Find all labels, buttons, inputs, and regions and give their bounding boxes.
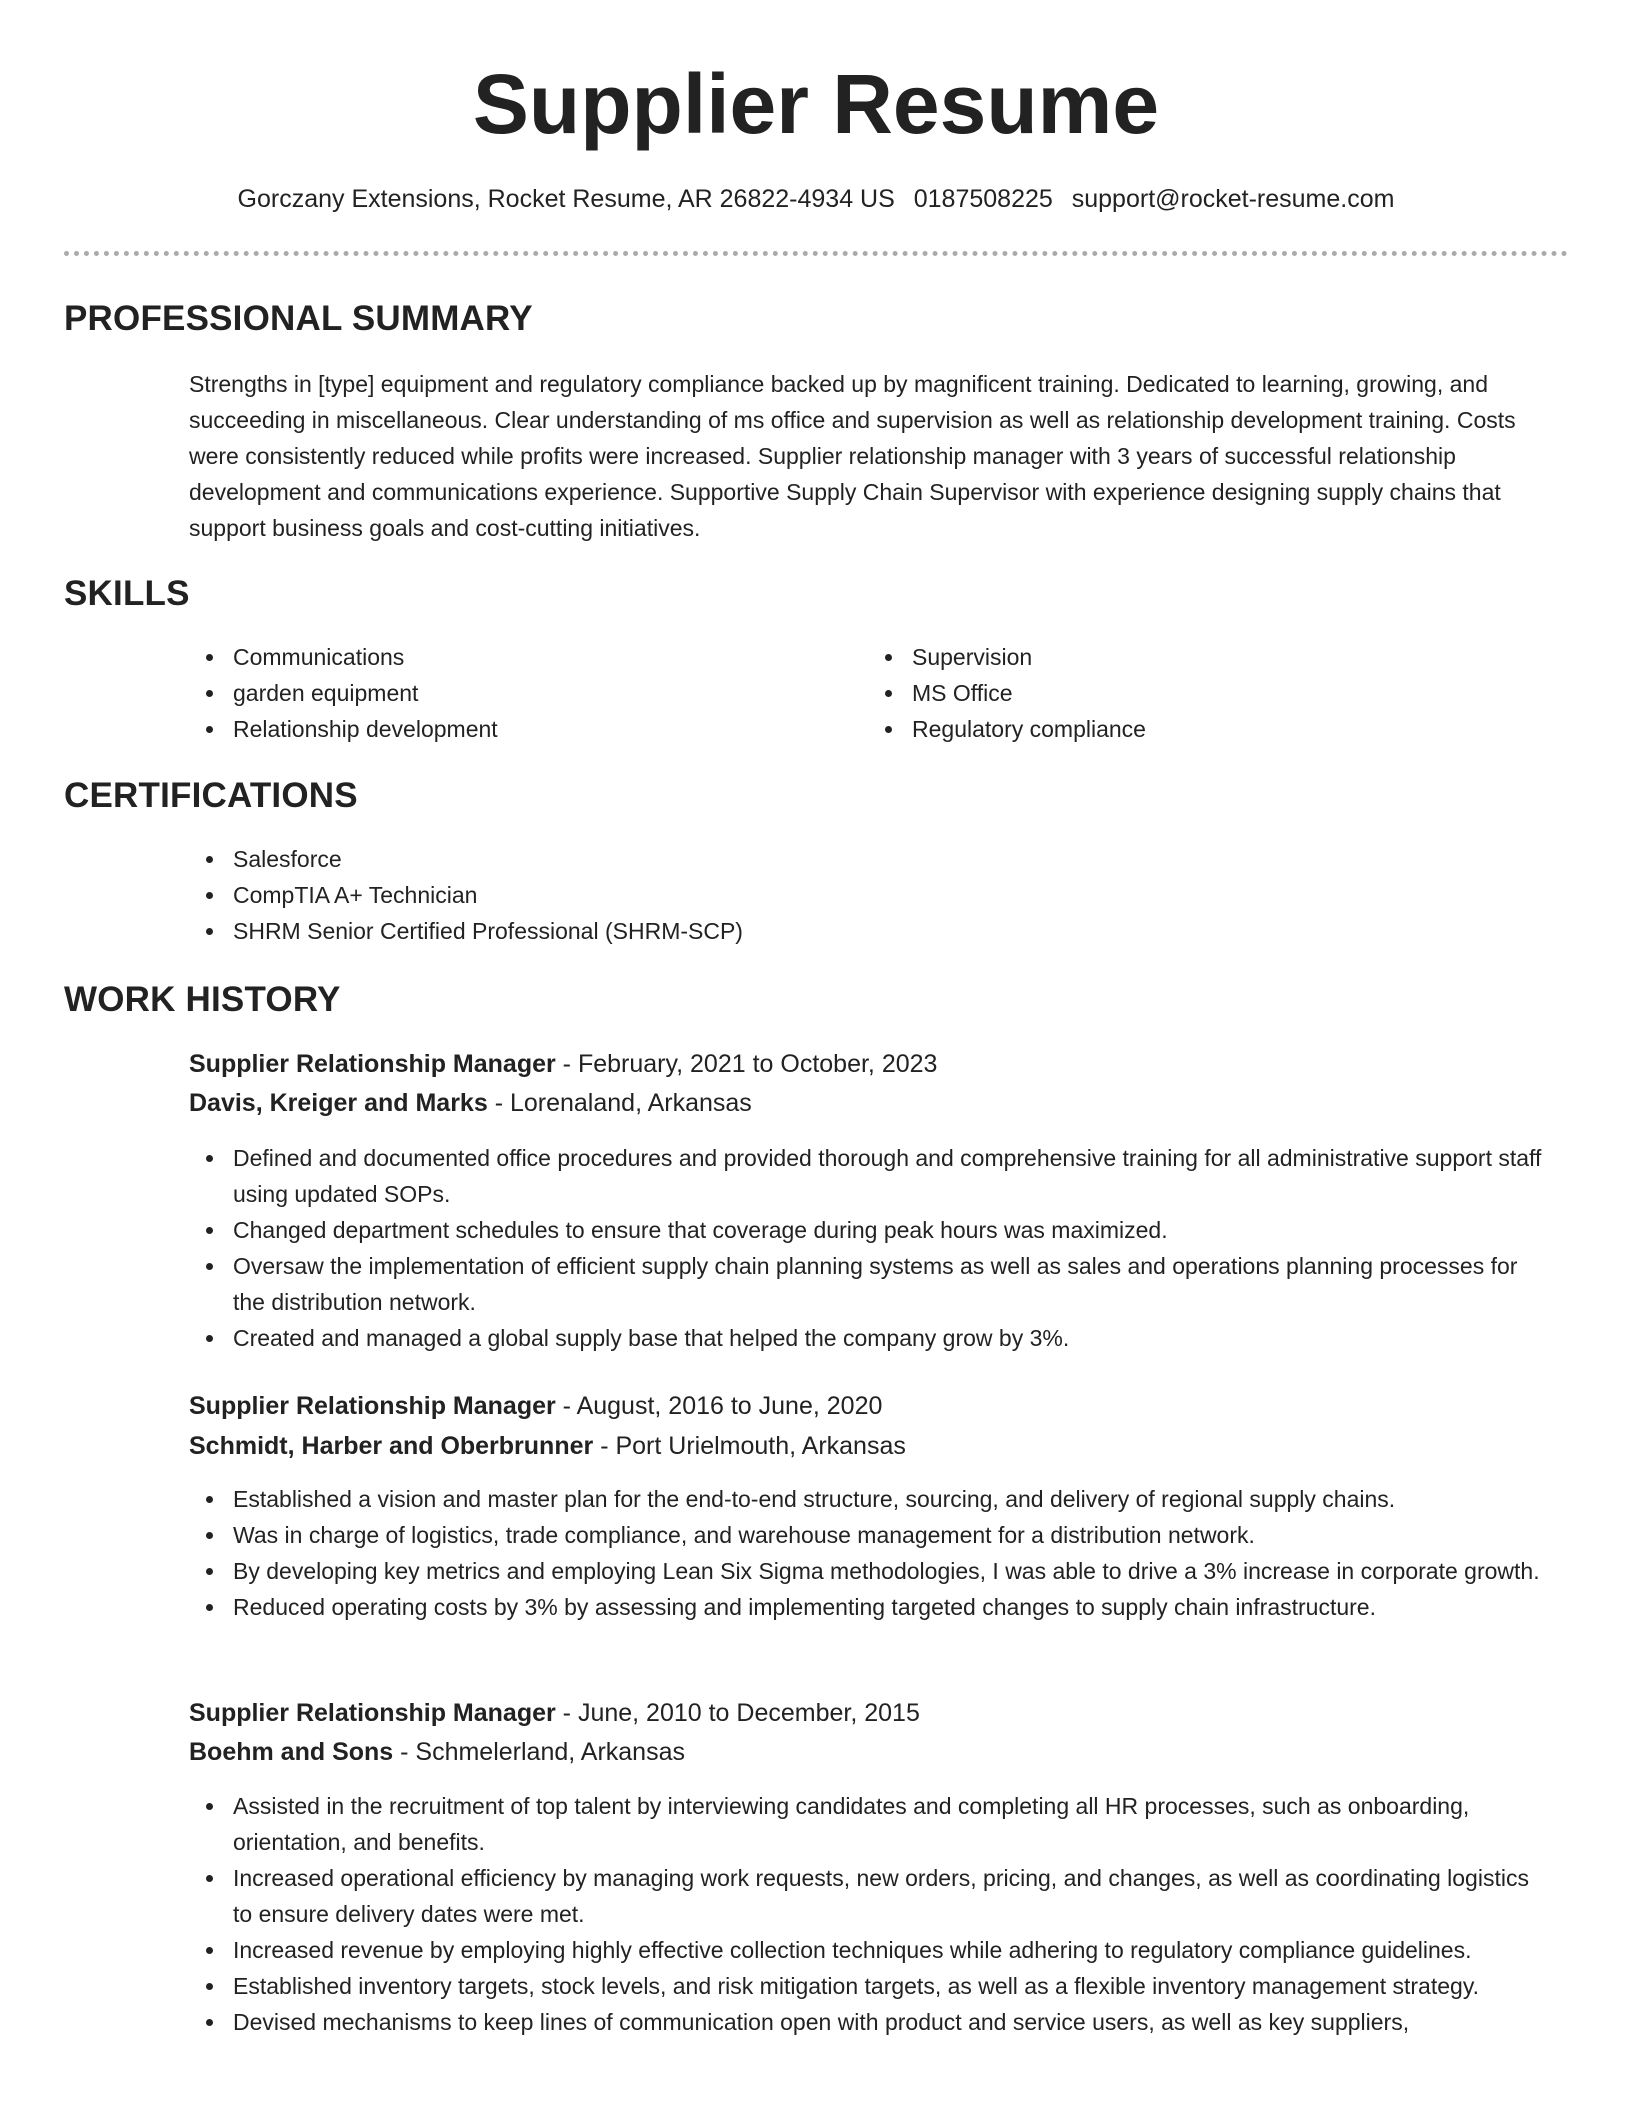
job-duty: Defined and documented office procedures and provided thorough and comprehensive training for all administrative support staff using updated SOPs. <box>189 1140 1553 1212</box>
contact-email: support@rocket-resume.com <box>1071 185 1395 213</box>
job-title-line <box>189 1694 920 1732</box>
skill-item: Supervision <box>868 639 1508 675</box>
job-company-line <box>189 1084 752 1122</box>
job-duty: Established a vision and master plan for the end-to-end structure, sourcing, and delivery of regional supply chains. <box>189 1481 1553 1517</box>
job-duties-list <box>189 1788 1553 2040</box>
job-role: Supplier Relationship Manager <box>189 1699 556 1727</box>
job-duty: Reduced operating costs by 3% by assessing and implementing targeted changes to supply chain infrastructure. <box>189 1589 1553 1625</box>
contact-phone: 0187508225 <box>913 185 1053 213</box>
job-location: - Lorenaland, Arkansas <box>487 1089 752 1117</box>
job-duty: Assisted in the recruitment of top talent by interviewing candidates and completing all HR processes, such as onboarding, orientation, and benefits. <box>189 1788 1553 1860</box>
certifications-list <box>189 841 1553 949</box>
contact-address: Gorczany Extensions, Rocket Resume, AR 26822-4934 US <box>237 185 895 213</box>
skill-item: MS Office <box>868 675 1508 711</box>
job-company-line <box>189 1733 685 1771</box>
job-duty: Increased revenue by employing highly effective collection techniques while adhering to regulatory compliance guidelines. <box>189 1932 1553 1968</box>
job-duty: Established inventory targets, stock levels, and risk mitigation targets, as well as a flexible inventory management strategy. <box>189 1968 1553 2004</box>
certification-item: Salesforce <box>189 841 1553 877</box>
skills-list-right <box>868 639 1508 747</box>
job-duty: Devised mechanisms to keep lines of communication open with product and service users, as well as key suppliers, <box>189 2004 1553 2040</box>
skill-item: Regulatory compliance <box>868 711 1508 747</box>
job-duty: Increased operational efficiency by managing work requests, new orders, pricing, and changes, as well as coordinating logistics to ensure delivery dates were met. <box>189 1860 1553 1932</box>
contact-line <box>0 181 1632 217</box>
job-dates: - June, 2010 to December, 2015 <box>555 1699 920 1727</box>
job-company: Davis, Kreiger and Marks <box>189 1089 488 1117</box>
job-duties-list <box>189 1140 1553 1356</box>
header-divider <box>64 251 1568 256</box>
job-location: - Schmelerland, Arkansas <box>393 1738 685 1766</box>
job-title-line <box>189 1387 882 1425</box>
skill-item: Relationship development <box>189 711 829 747</box>
job-role: Supplier Relationship Manager <box>189 1392 556 1420</box>
resume-title: Supplier Resume <box>472 57 1160 151</box>
job-role: Supplier Relationship Manager <box>189 1050 556 1078</box>
job-duties-list <box>189 1481 1553 1625</box>
skills-list-left <box>189 639 829 747</box>
skills-heading: SKILLS <box>64 574 190 613</box>
skill-item: Communications <box>189 639 829 675</box>
summary-text: Strengths in [type] equipment and regulatory compliance backed up by magnificent training. Dedicated to learning, growing, and succeeding in miscellaneous. Clear understanding of ms office and supervision as well as relationship development training. Costs were consistently reduced while profits were increased. Supplier relationship manager with 3 years of successful relationship development and communications experience. Supportive Supply Chain Supervisor with experience designing supply chains that support business goals and cost-cutting initiatives. <box>189 371 1516 541</box>
job-duty: Was in charge of logistics, trade compliance, and warehouse management for a distribution network. <box>189 1517 1553 1553</box>
skill-item: garden equipment <box>189 675 829 711</box>
job-duty: Changed department schedules to ensure that coverage during peak hours was maximized. <box>189 1212 1553 1248</box>
work-history-heading: WORK HISTORY <box>64 980 341 1019</box>
job-location: - Port Urielmouth, Arkansas <box>593 1432 906 1460</box>
certification-item: SHRM Senior Certified Professional (SHRM-SCP) <box>189 913 1553 949</box>
job-duty: Created and managed a global supply base that helped the company grow by 3%. <box>189 1320 1553 1356</box>
certification-item: CompTIA A+ Technician <box>189 877 1553 913</box>
job-title-line <box>189 1045 937 1083</box>
job-duty: By developing key metrics and employing Lean Six Sigma methodologies, I was able to drive a 3% increase in corporate growth. <box>189 1553 1553 1589</box>
certifications-heading: CERTIFICATIONS <box>64 776 358 815</box>
job-duty: Oversaw the implementation of efficient supply chain planning systems as well as sales and operations planning processes for the distribution network. <box>189 1248 1553 1320</box>
job-company: Schmidt, Harber and Oberbrunner <box>189 1432 594 1460</box>
job-dates: - February, 2021 to October, 2023 <box>555 1050 938 1078</box>
summary-heading: PROFESSIONAL SUMMARY <box>64 299 533 338</box>
job-dates: - August, 2016 to June, 2020 <box>555 1392 883 1420</box>
job-company: Boehm and Sons <box>189 1738 394 1766</box>
job-company-line <box>189 1427 906 1465</box>
